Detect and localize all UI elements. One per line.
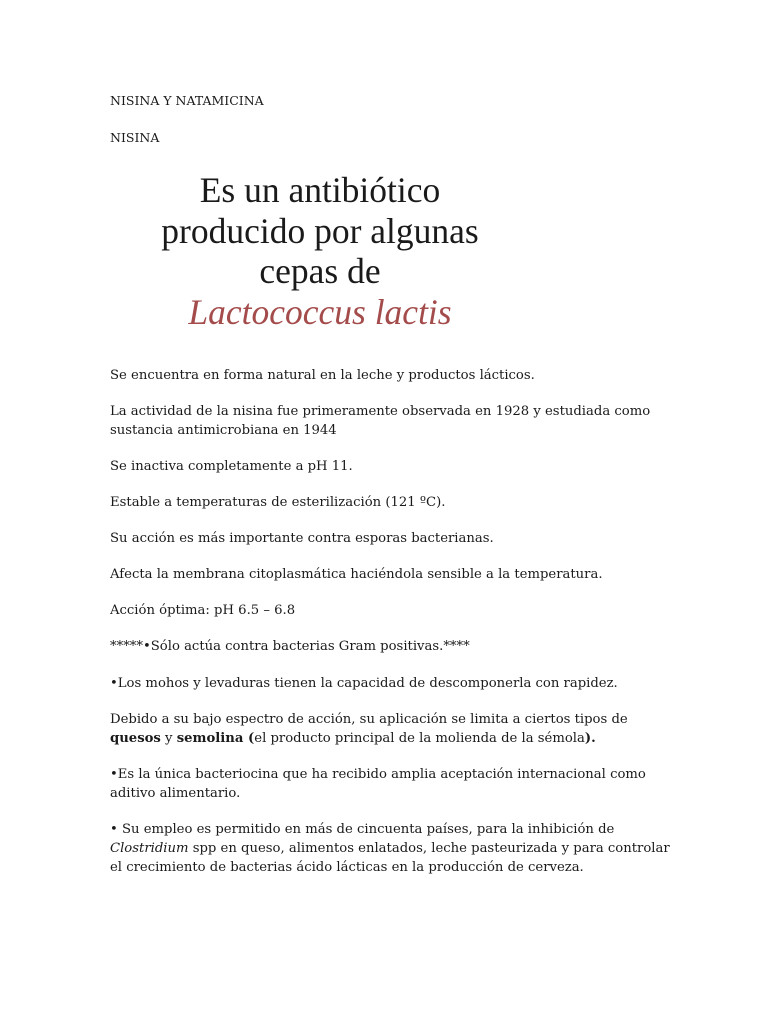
paragraph-usage-line-1: • Su empleo es permitido en más de cincuenta países, para la inhibición de xyxy=(110,822,615,837)
section-title: NISINA xyxy=(110,130,160,145)
paragraph-optimal-ph: Acción óptima: pH 6.5 – 6.8 xyxy=(110,603,296,618)
paragraph-usage-line-2 xyxy=(110,840,670,858)
hero-statement xyxy=(80,170,560,332)
paragraph-history-line-1: La actividad de la nisina fue primeramente observada en 1928 y estudiada como xyxy=(110,404,651,419)
term-quesos: quesos xyxy=(110,731,161,746)
paragraph-usage-line-3: el crecimiento de bacterias ácido lácticas en la producción de cerveza. xyxy=(110,860,584,875)
paragraph-spores: Su acción es más importante contra esporas bacterianas. xyxy=(110,531,494,546)
term-semolina: semolina ( xyxy=(176,731,255,746)
hero-line-2: producido por algunas xyxy=(161,210,479,251)
paragraph-acceptance-line-2: aditivo alimentario. xyxy=(110,786,241,801)
paragraph-history-line-2: sustancia antimicrobiana en 1944 xyxy=(110,423,337,438)
paragraph-molds: •Los mohos y levaduras tienen la capacidad de descomponerla con rapidez. xyxy=(110,676,618,691)
paragraph-membrane: Afecta la membrana citoplasmática haciéndola sensible a la temperatura. xyxy=(110,567,603,582)
text-semolina-definition: el producto principal de la molienda de la sémola xyxy=(254,731,585,746)
term-clostridium: Clostridium xyxy=(110,841,189,856)
hero-line-1: Es un antibiótico xyxy=(199,170,441,210)
paragraph-gram-positive: *****•Sólo actúa contra bacterias Gram positivas.**** xyxy=(110,639,470,654)
hero-line-3: cepas de xyxy=(259,251,381,291)
paragraph-natural-source: Se encuentra en forma natural en la leche y productos lácticos. xyxy=(110,368,535,383)
text-connector: y xyxy=(160,731,177,746)
paragraph-application-line-2 xyxy=(110,730,596,748)
hero-species-name: Lactococcus lactis xyxy=(188,291,452,332)
text-usage-continued: spp en queso, alimentos enlatados, leche pasteurizada y para controlar xyxy=(188,841,670,856)
paragraph-application-line-1: Debido a su bajo espectro de acción, su aplicación se limita a ciertos tipos de xyxy=(110,712,628,727)
paragraph-inactivation: Se inactiva completamente a pH 11. xyxy=(110,459,353,474)
text-closing-paren: ). xyxy=(584,731,596,746)
document-title: NISINA Y NATAMICINA xyxy=(110,93,264,108)
paragraph-acceptance-line-1: •Es la única bacteriocina que ha recibido amplia aceptación internacional como xyxy=(110,767,646,782)
paragraph-stability: Estable a temperaturas de esterilización (121 ºC). xyxy=(110,495,446,510)
